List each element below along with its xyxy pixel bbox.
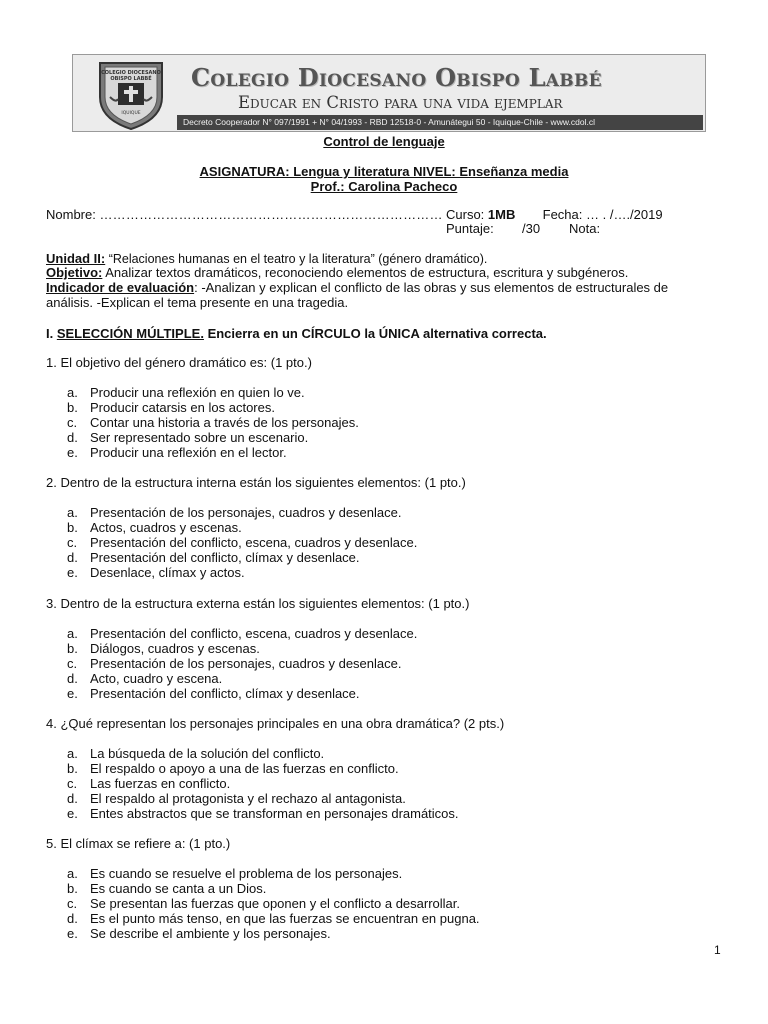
objetivo-label: Objetivo: (46, 265, 103, 280)
option-letter: e. (67, 565, 78, 580)
indicador-row (46, 280, 668, 295)
option-letter: a. (67, 866, 78, 881)
option-text: Las fuerzas en conflicto. (90, 776, 231, 791)
option-letter: d. (67, 671, 78, 686)
option-letter: c. (67, 776, 78, 791)
question-text: 4. ¿Qué representan los personajes principales en una obra dramática? (2 pts.) (46, 716, 505, 731)
option-letter: a. (67, 746, 78, 761)
option-text: Ser representado sobre un escenario. (90, 430, 309, 445)
unidad-label: Unidad II: (46, 251, 106, 266)
option-letter: c. (67, 535, 78, 550)
option-text: Producir una reflexión en el lector. (90, 445, 287, 460)
option-text: Entes abstractos que se transforman en personajes dramáticos. (90, 806, 459, 821)
answer-option[interactable] (67, 686, 687, 701)
answer-option[interactable] (67, 761, 687, 776)
school-motto: Educar en Cristo para una vida ejemplar (238, 93, 563, 112)
option-text: Es el punto más tenso, en que las fuerzas se encuentran en pugna. (90, 911, 480, 926)
option-letter: b. (67, 641, 78, 656)
answer-option[interactable] (67, 746, 687, 761)
option-text: Es cuando se resuelve el problema de los personajes. (90, 866, 403, 881)
question-text: 2. Dentro de la estructura interna están los siguientes elementos: (1 pto.) (46, 475, 466, 490)
option-letter: b. (67, 520, 78, 535)
school-header (72, 54, 706, 132)
option-letter: d. (67, 911, 78, 926)
indicador-text-1: : -Analizan y explican el conflicto de las obras y sus elementos de estructurales de (194, 280, 669, 295)
option-text: Actos, cuadros y escenas. (90, 520, 242, 535)
answer-option[interactable] (67, 565, 687, 580)
page-title: Control de lenguaje (323, 134, 445, 149)
school-crest-icon (94, 57, 168, 131)
school-name: Colegio Diocesano Obispo Labbé (191, 63, 602, 92)
option-text: Se describe el ambiente y los personajes. (90, 926, 331, 941)
option-text: Presentación del conflicto, clímax y desenlace. (90, 550, 360, 565)
page-number: 1 (714, 943, 721, 957)
option-text: Presentación de los personajes, cuadros y desenlace. (90, 505, 402, 520)
answer-option[interactable] (67, 505, 687, 520)
fecha-label: Fecha: (542, 207, 583, 222)
answer-option[interactable] (67, 881, 687, 896)
option-text: Presentación del conflicto, escena, cuadros y desenlace. (90, 535, 418, 550)
option-letter: b. (67, 400, 78, 415)
answer-option[interactable] (67, 445, 687, 460)
objetivo-row (46, 265, 628, 280)
option-text: Es cuando se canta a un Dios. (90, 881, 267, 896)
answer-option[interactable] (67, 415, 687, 430)
option-letter: a. (67, 626, 78, 641)
curso-value: 1MB (487, 207, 516, 222)
curso-label: Curso: (446, 207, 485, 222)
objetivo-text: Analizar textos dramáticos, reconociendo elementos de estructura, escritura y subgéneros. (102, 265, 629, 280)
section-title: SELECCIÓN MÚLTIPLE. (56, 326, 204, 341)
option-text: Producir una reflexión en quien lo ve. (90, 385, 305, 400)
option-letter: d. (67, 430, 78, 445)
answer-option[interactable] (67, 385, 687, 400)
crest-mid-text: OBISPO LABBÉ (110, 76, 152, 82)
option-text: Contar una historia a través de los personajes. (90, 415, 359, 430)
fecha-value: … . /…./2019 (586, 207, 663, 222)
nombre-dots: …………………………………………………………………… (99, 207, 443, 222)
option-letter: b. (67, 761, 78, 776)
answer-option[interactable] (67, 806, 687, 821)
option-letter: d. (67, 550, 78, 565)
answer-option[interactable] (67, 776, 687, 791)
option-text: Presentación de los personajes, cuadros y desenlace. (90, 656, 402, 671)
option-letter: b. (67, 881, 78, 896)
puntaje-value: /30 (522, 221, 541, 236)
option-text: Presentación del conflicto, clímax y desenlace. (90, 686, 360, 701)
answer-option[interactable] (67, 520, 687, 535)
subject-line: ASIGNATURA: Lengua y literatura NIVEL: Enseñanza media (199, 164, 569, 179)
question-text: 1. El objetivo del género dramático es: (1 pto.) (46, 355, 312, 370)
answer-option[interactable] (67, 896, 687, 911)
answer-option[interactable] (67, 866, 687, 881)
answer-option[interactable] (67, 400, 687, 415)
unidad-text: “Relaciones humanas en el teatro y la literatura” (género dramático). (105, 252, 488, 266)
answer-option[interactable] (67, 626, 687, 641)
option-letter: a. (67, 385, 78, 400)
student-name-row (46, 207, 443, 222)
option-text: La búsqueda de la solución del conflicto. (90, 746, 325, 761)
answer-option[interactable] (67, 656, 687, 671)
section-prefix: I. (46, 326, 57, 341)
option-letter: c. (67, 415, 78, 430)
option-letter: e. (67, 686, 78, 701)
answer-option[interactable] (67, 926, 687, 941)
option-letter: e. (67, 806, 78, 821)
indicador-label: Indicador de evaluación (46, 280, 195, 295)
answer-option[interactable] (67, 535, 687, 550)
option-letter: c. (67, 896, 78, 911)
option-text: El respaldo o apoyo a una de las fuerzas en conflicto. (90, 761, 399, 776)
question-text: 3. Dentro de la estructura externa están los siguientes elementos: (1 pto.) (46, 596, 470, 611)
option-letter: c. (67, 656, 78, 671)
answer-option[interactable] (67, 641, 687, 656)
curso-fecha-row (446, 207, 663, 222)
option-text: Diálogos, cuadros y escenas. (90, 641, 260, 656)
crest-top-text: COLEGIO DIOCESANO (101, 70, 161, 76)
decree-bar: Decreto Cooperador N° 097/1991 + N° 04/1993 - RBD 12518-0 - Amunátegui 50 - Iquique-Chile - www.cdol.cl (177, 115, 703, 130)
option-text: Acto, cuadro y escena. (90, 671, 223, 686)
teacher-line: Prof.: Carolina Pacheco (310, 179, 458, 194)
option-text: Se presentan las fuerzas que oponen y el conflicto a desarrollar. (90, 896, 461, 911)
nota-label: Nota: (569, 221, 601, 236)
answer-option[interactable] (67, 671, 687, 686)
section-instruction: Encierra en un CÍRCULO la ÚNICA alternativa correcta. (203, 326, 547, 341)
option-letter: e. (67, 445, 78, 460)
answer-option[interactable] (67, 911, 687, 926)
answer-option[interactable] (67, 550, 687, 565)
option-text: El respaldo al protagonista y el rechazo al antagonista. (90, 791, 406, 806)
answer-option[interactable] (67, 791, 687, 806)
option-text: Producir catarsis en los actores. (90, 400, 275, 415)
option-text: Desenlace, clímax y actos. (90, 565, 245, 580)
option-letter: e. (67, 926, 78, 941)
nombre-label: Nombre: (46, 207, 96, 222)
puntaje-label: Puntaje: (446, 221, 494, 236)
indicador-text-2: análisis. -Explican el tema presente en una tragedia. (46, 295, 349, 310)
answer-option[interactable] (67, 430, 687, 445)
question-text: 5. El clímax se refiere a: (1 pto.) (46, 836, 231, 851)
option-letter: d. (67, 791, 78, 806)
option-text: Presentación del conflicto, escena, cuadros y desenlace. (90, 626, 418, 641)
crest-bottom-text: IQUIQUE (121, 111, 141, 116)
section-heading (46, 326, 547, 341)
option-letter: a. (67, 505, 78, 520)
